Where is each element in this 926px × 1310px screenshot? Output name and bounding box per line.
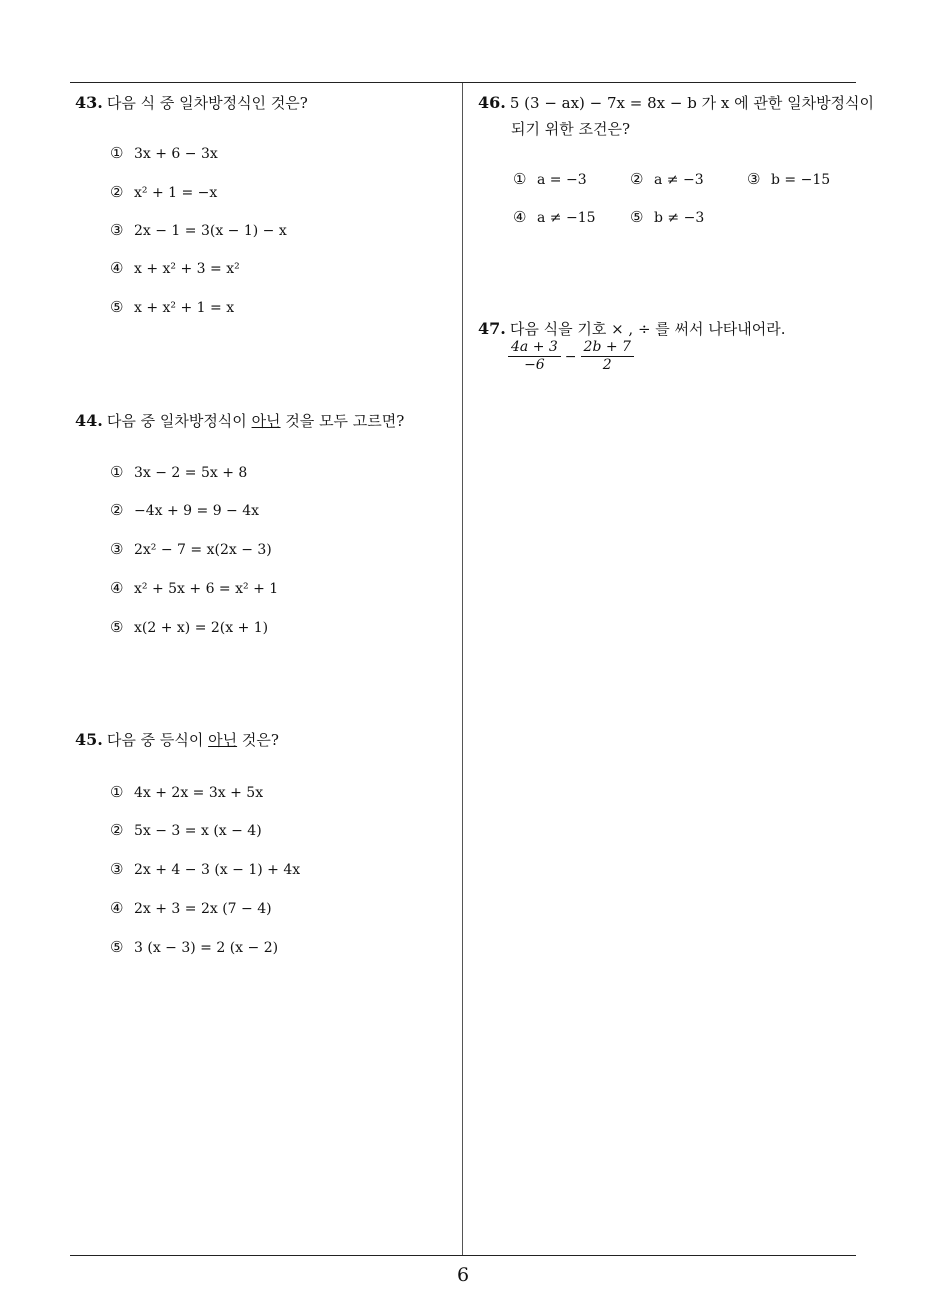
choice-mark: ③ xyxy=(747,170,761,188)
q46-choice-4[interactable] xyxy=(513,208,596,226)
column-divider xyxy=(462,83,463,1255)
fraction-1-denominator: −6 xyxy=(524,357,545,373)
choice-text: b = −15 xyxy=(771,172,831,188)
choice-text: 5x − 3 = x (x − 4) xyxy=(134,823,262,839)
question-text-underlined: 아닌 xyxy=(251,412,281,430)
choice-mark: ④ xyxy=(110,259,124,277)
fraction-2 xyxy=(581,339,634,374)
question-47-stem xyxy=(478,318,786,340)
choice-mark: ④ xyxy=(110,899,124,917)
question-45-stem xyxy=(75,729,279,751)
page-number: 6 xyxy=(456,1264,470,1286)
choice-text: a ≠ −15 xyxy=(537,210,596,226)
q45-choice-1[interactable] xyxy=(110,783,263,801)
fraction-2-denominator: 2 xyxy=(602,357,612,373)
choice-text: 3x − 2 = 5x + 8 xyxy=(134,465,248,481)
q44-choice-4[interactable] xyxy=(110,579,278,597)
question-text-before: 다음 중 일차방정식이 xyxy=(106,412,252,430)
choice-mark: ① xyxy=(110,783,124,801)
question-number: 46. xyxy=(478,93,506,112)
question-46 xyxy=(478,92,874,140)
choice-mark: ④ xyxy=(513,208,527,226)
question-44 xyxy=(75,410,404,432)
minus-operator: − xyxy=(564,348,577,365)
question-text-underlined: 아닌 xyxy=(208,731,238,749)
choice-mark: ④ xyxy=(110,579,124,597)
choice-mark: ② xyxy=(110,501,124,519)
choice-mark: ① xyxy=(110,144,124,162)
q44-choice-3[interactable] xyxy=(110,540,272,558)
question-text-after: 것은? xyxy=(237,731,279,749)
choice-mark: ① xyxy=(513,170,527,188)
q46-choice-2[interactable] xyxy=(630,170,704,188)
question-text-before: 다음 중 등식이 xyxy=(106,731,209,749)
choice-mark: ① xyxy=(110,463,124,481)
choice-text: 3 (x − 3) = 2 (x − 2) xyxy=(134,940,279,956)
choice-text: −4x + 9 = 9 − 4x xyxy=(134,503,260,519)
choice-mark: ⑤ xyxy=(110,938,124,956)
choice-text: 4x + 2x = 3x + 5x xyxy=(134,785,264,801)
q46-choice-3[interactable] xyxy=(747,170,830,188)
choice-text: 2x + 4 − 3 (x − 1) + 4x xyxy=(134,862,301,878)
q44-choice-2[interactable] xyxy=(110,501,259,519)
choice-mark: ② xyxy=(110,183,124,201)
choice-mark: ② xyxy=(110,821,124,839)
q44-choice-1[interactable] xyxy=(110,463,247,481)
question-44-stem xyxy=(75,410,404,432)
question-text-line2: 되기 위한 조건은? xyxy=(511,120,631,138)
choice-text: 2x² − 7 = x(2x − 3) xyxy=(134,542,272,558)
bottom-rule xyxy=(70,1255,856,1256)
choice-mark: ③ xyxy=(110,540,124,558)
question-text-line1: 5 (3 − ax) − 7x = 8x − b 가 x 에 관한 일차방정식이 xyxy=(509,94,875,112)
q44-choice-5[interactable] xyxy=(110,618,268,636)
choice-text: x + x² + 3 = x² xyxy=(134,261,240,277)
choice-mark: ⑤ xyxy=(110,618,124,636)
q45-choice-4[interactable] xyxy=(110,899,272,917)
choice-text: x + x² + 1 = x xyxy=(134,300,235,316)
choice-text: 3x + 6 − 3x xyxy=(134,146,218,162)
question-43-stem xyxy=(75,92,308,114)
choice-text: 2x − 1 = 3(x − 1) − x xyxy=(134,223,287,239)
question-text-after: 것을 모두 고르면? xyxy=(280,412,405,430)
q46-choice-5[interactable] xyxy=(630,208,704,226)
top-rule xyxy=(70,82,856,83)
choice-mark: ② xyxy=(630,170,644,188)
q45-choice-2[interactable] xyxy=(110,821,262,839)
choice-text: x² + 5x + 6 = x² + 1 xyxy=(134,581,279,597)
choice-text: a = −3 xyxy=(537,172,587,188)
choice-text: 2x + 3 = 2x (7 − 4) xyxy=(134,901,272,917)
q46-choice-1[interactable] xyxy=(513,170,587,188)
q43-choice-5[interactable] xyxy=(110,298,234,316)
choice-text: a ≠ −3 xyxy=(654,172,704,188)
question-text: 다음 식 중 일차방정식인 것은? xyxy=(106,94,308,112)
question-number: 43. xyxy=(75,93,103,112)
q43-choice-3[interactable] xyxy=(110,221,287,239)
choice-mark: ③ xyxy=(110,221,124,239)
q45-choice-5[interactable] xyxy=(110,938,278,956)
question-number: 45. xyxy=(75,730,103,749)
question-43 xyxy=(75,92,308,114)
choice-mark: ⑤ xyxy=(110,298,124,316)
choice-text: x(2 + x) = 2(x + 1) xyxy=(134,620,269,636)
q47-expression xyxy=(508,339,634,374)
question-45 xyxy=(75,729,279,751)
question-text: 다음 식을 기호 × , ÷ 를 써서 나타내어라. xyxy=(509,320,786,338)
q43-choice-4[interactable] xyxy=(110,259,240,277)
fraction-1 xyxy=(508,339,561,374)
q45-choice-3[interactable] xyxy=(110,860,300,878)
question-number: 47. xyxy=(478,319,506,338)
question-46-stem xyxy=(478,92,874,114)
question-47 xyxy=(478,318,786,340)
q43-choice-1[interactable] xyxy=(110,144,218,162)
q43-choice-2[interactable] xyxy=(110,183,217,201)
choice-mark: ⑤ xyxy=(630,208,644,226)
fraction-2-numerator: 2b + 7 xyxy=(581,339,634,357)
choice-text: b ≠ −3 xyxy=(654,210,705,226)
question-number: 44. xyxy=(75,411,103,430)
fraction-1-numerator: 4a + 3 xyxy=(508,339,561,357)
choice-text: x² + 1 = −x xyxy=(134,185,218,201)
choice-mark: ③ xyxy=(110,860,124,878)
